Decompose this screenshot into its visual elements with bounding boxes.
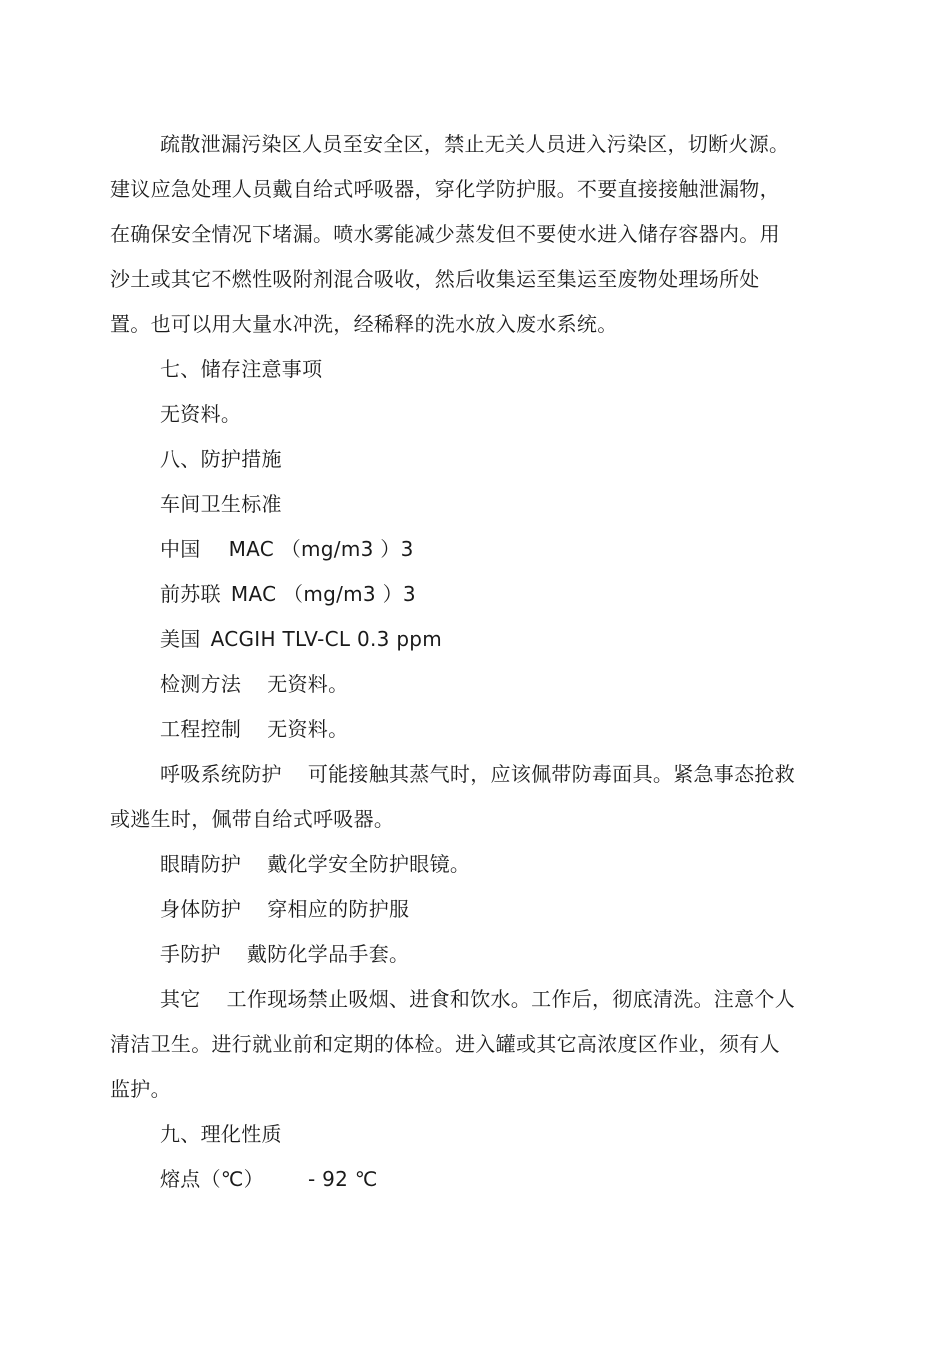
china-mac-row bbox=[160, 537, 414, 561]
other-value-line-1: 工作现场禁止吸烟、进食和饮水。工作后，彻底清洗。注意个人 bbox=[226, 987, 796, 1011]
respiratory-value-line-1: 可能接触其蒸气时，应该佩带防毒面具。紧急事态抢救 bbox=[307, 762, 796, 786]
spill-paragraph-line-1: 疏散泄漏污染区人员至安全区，禁止无关人员进入污染区，切断火源。 bbox=[160, 132, 790, 156]
engineering-value: 无资料。 bbox=[267, 717, 349, 741]
eye-value: 戴化学安全防护眼镜。 bbox=[267, 852, 471, 876]
detection-method-row bbox=[160, 672, 348, 696]
china-label: 中国 bbox=[160, 537, 201, 561]
section-9-title: 九、理化性质 bbox=[160, 1122, 282, 1146]
eye-label: 眼睛防护 bbox=[160, 852, 242, 876]
melting-point-value: - 92 ℃ bbox=[307, 1167, 378, 1191]
other-value-line-2: 清洁卫生。进行就业前和定期的体检。进入罐或其它高浓度区作业，须有人 bbox=[110, 1032, 780, 1056]
melting-point-row bbox=[160, 1167, 378, 1191]
respiratory-value-line-2: 或逃生时，佩带自给式呼吸器。 bbox=[110, 807, 395, 831]
engineering-label: 工程控制 bbox=[160, 717, 242, 741]
section-7-title: 七、储存注意事项 bbox=[160, 357, 323, 381]
ussr-label: 前苏联 bbox=[160, 582, 221, 606]
spill-paragraph-line-5: 置。也可以用大量水冲洗，经稀释的洗水放入废水系统。 bbox=[110, 312, 618, 336]
detection-value: 无资料。 bbox=[267, 672, 349, 696]
body-protection-row bbox=[160, 897, 409, 921]
respiratory-label: 呼吸系统防护 bbox=[160, 762, 282, 786]
eye-protection-row bbox=[160, 852, 470, 876]
other-measures-row bbox=[160, 987, 795, 1011]
body-label: 身体防护 bbox=[160, 897, 242, 921]
workshop-standard-heading: 车间卫生标准 bbox=[160, 492, 282, 516]
other-value-line-3: 监护。 bbox=[110, 1077, 171, 1101]
melting-point-label: 熔点（℃） bbox=[160, 1167, 264, 1191]
respiratory-protection-row bbox=[160, 762, 795, 786]
ussr-value: MAC （mg/m3 ）3 bbox=[230, 582, 416, 606]
engineering-control-row bbox=[160, 717, 348, 741]
body-value: 穿相应的防护服 bbox=[267, 897, 410, 921]
detection-label: 检测方法 bbox=[160, 672, 242, 696]
usa-tlv-row bbox=[160, 627, 442, 651]
spill-paragraph-line-3: 在确保安全情况下堵漏。喷水雾能减少蒸发但不要使水进入储存容器内。用 bbox=[110, 222, 780, 246]
usa-value: ACGIH TLV-CL 0.3 ppm bbox=[210, 627, 443, 651]
hand-value: 戴防化学品手套。 bbox=[246, 942, 410, 966]
usa-label: 美国 bbox=[160, 627, 201, 651]
section-7-text: 无资料。 bbox=[160, 402, 242, 426]
china-value: MAC （mg/m3 ）3 bbox=[228, 537, 414, 561]
hand-label: 手防护 bbox=[160, 942, 221, 966]
other-label: 其它 bbox=[160, 987, 201, 1011]
spill-paragraph-line-4: 沙土或其它不燃性吸附剂混合吸收，然后收集运至集运至废物处理场所处 bbox=[110, 267, 760, 291]
hand-protection-row bbox=[160, 942, 409, 966]
ussr-mac-row bbox=[160, 582, 416, 606]
section-8-title: 八、防护措施 bbox=[160, 447, 282, 471]
spill-paragraph-line-2: 建议应急处理人员戴自给式呼吸器，穿化学防护服。不要直接接触泄漏物， bbox=[110, 177, 780, 201]
